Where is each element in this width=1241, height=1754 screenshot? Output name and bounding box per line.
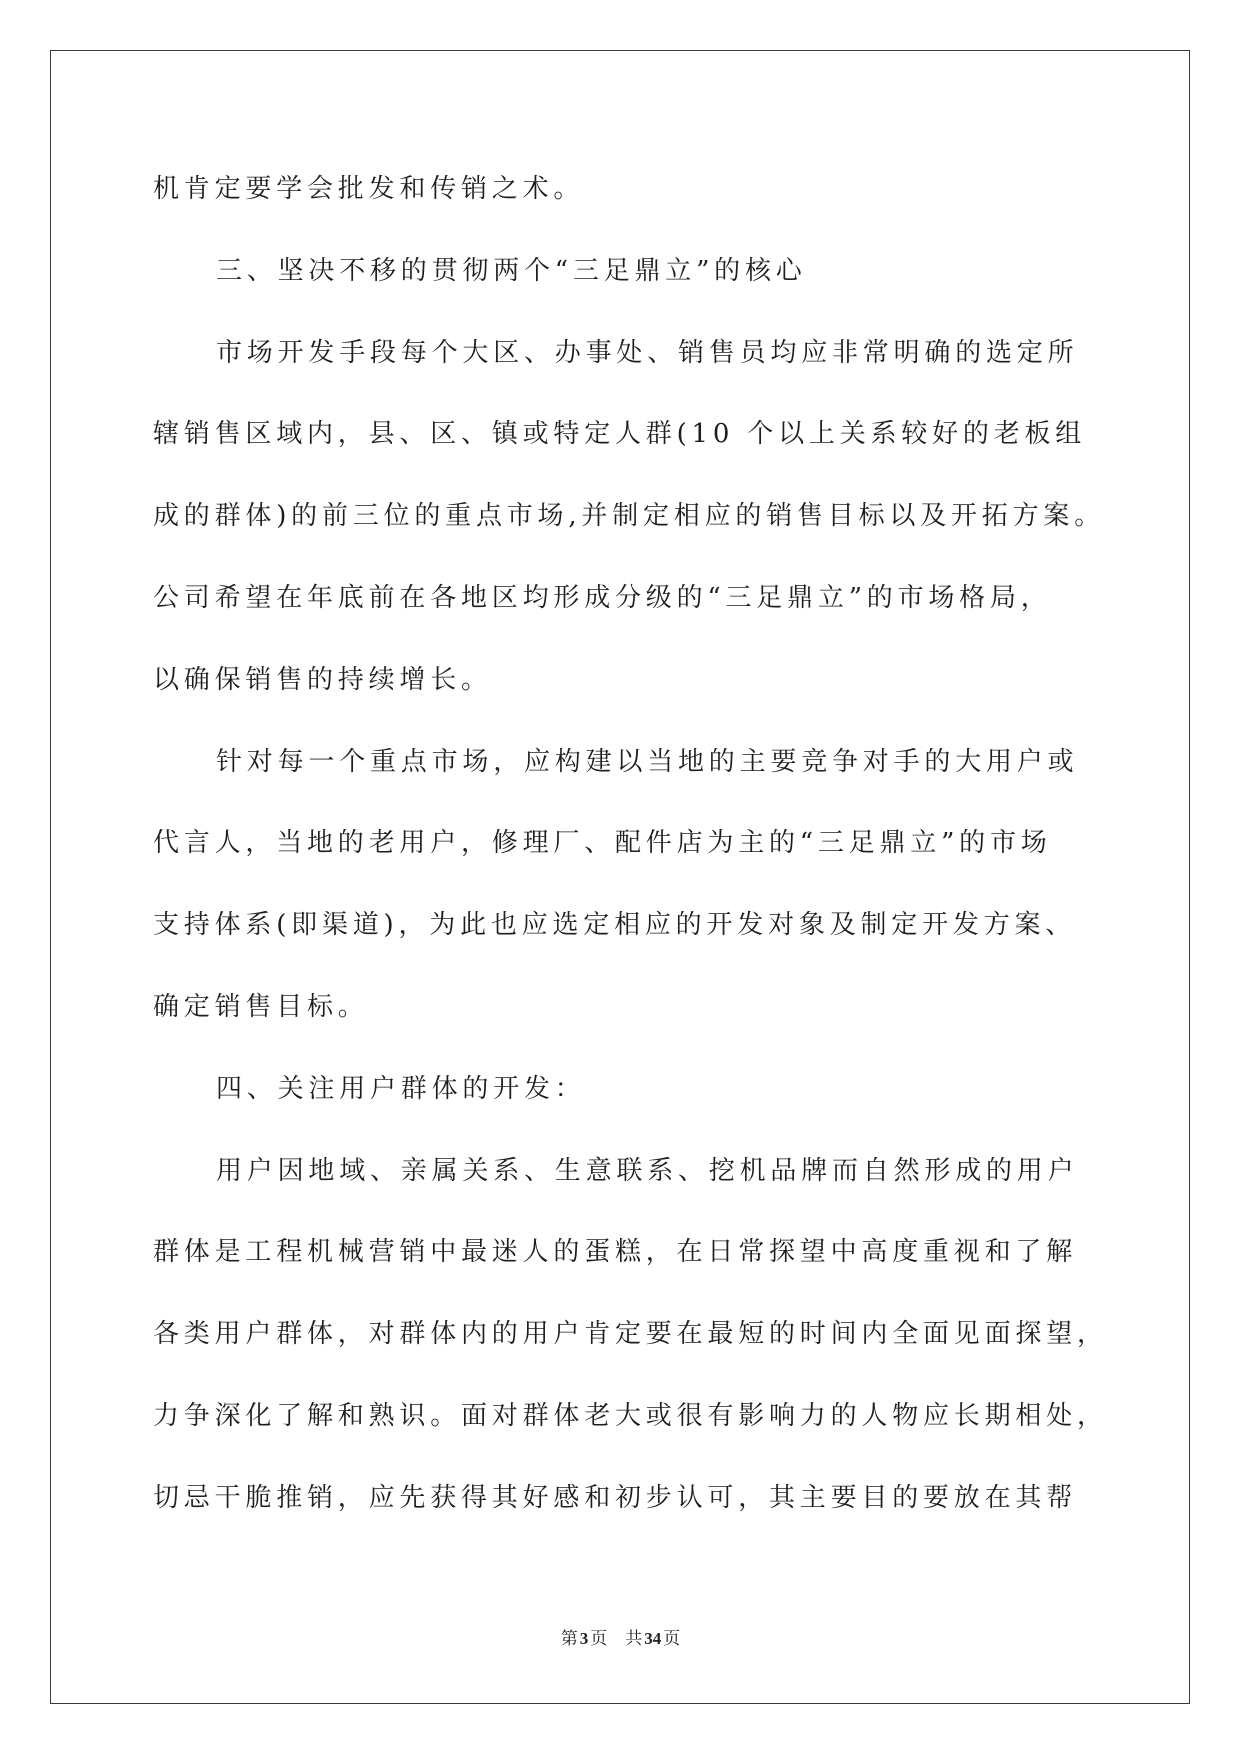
total-pages-prefix: 共	[625, 1629, 643, 1648]
text-line: 以确保销售的持续增长。	[153, 664, 492, 695]
paragraph	[153, 149, 1133, 231]
text-line: 支持体系(即渠道)，为此也应选定相应的开发对象及制定开发方案、	[153, 910, 1077, 941]
text-line: 针对每一个重点市场，应构建以当地的主要竞争对手的大用户或	[216, 746, 1079, 777]
text-line: 成的群体)的前三位的重点市场,并制定相应的销售目标以及开拓方案。	[153, 501, 1106, 532]
text-line: 三、坚决不移的贯彻两个“三足鼎立”的核心	[216, 255, 807, 286]
text-line: 辖销售区域内，县、区、镇或特定人群(10 个以上关系较好的老板组	[153, 419, 1087, 450]
total-pages-suffix: 页	[663, 1629, 681, 1648]
body-text	[153, 149, 1133, 1540]
text-line: 四、关注用户群体的开发：	[216, 1073, 586, 1104]
paragraph	[153, 1131, 1133, 1540]
section-heading	[153, 231, 1133, 313]
text-line: 确定销售目标。	[153, 991, 369, 1022]
section-heading	[153, 1049, 1133, 1131]
text-line: 代言人，当地的老用户，修理厂、配件店为主的“三足鼎立”的市场	[153, 828, 1052, 859]
paragraph	[153, 313, 1133, 722]
text-line: 机肯定要学会批发和传销之术。	[153, 174, 585, 204]
page-footer	[0, 1626, 1241, 1652]
paragraph	[153, 722, 1133, 1049]
text-line: 市场开发手段每个大区、办事处、销售员均应非常明确的选定所	[216, 337, 1079, 368]
text-line: 用户因地域、亲属关系、生意联系、挖机品牌而自然形成的用户	[216, 1155, 1079, 1186]
page-number-prefix: 第	[560, 1629, 578, 1648]
text-line: 力争深化了解和熟识。面对群体老大或很有影响力的人物应长期相处，	[153, 1400, 1108, 1431]
page-number: 3	[579, 1629, 589, 1648]
text-line: 群体是工程机械营销中最迷人的蛋糕，在日常探望中高度重视和了解	[153, 1237, 1078, 1268]
text-line: 公司希望在年底前在各地区均形成分级的“三足鼎立”的市场格局，	[153, 582, 1052, 613]
text-line: 各类用户群体，对群体内的用户肯定要在最短的时间内全面见面探望，	[153, 1319, 1108, 1350]
text-line: 切忌干脆推销，应先获得其好感和初步认可，其主要目的要放在其帮	[153, 1482, 1078, 1513]
total-pages: 34	[644, 1629, 662, 1648]
page-number-suffix: 页	[590, 1629, 608, 1648]
